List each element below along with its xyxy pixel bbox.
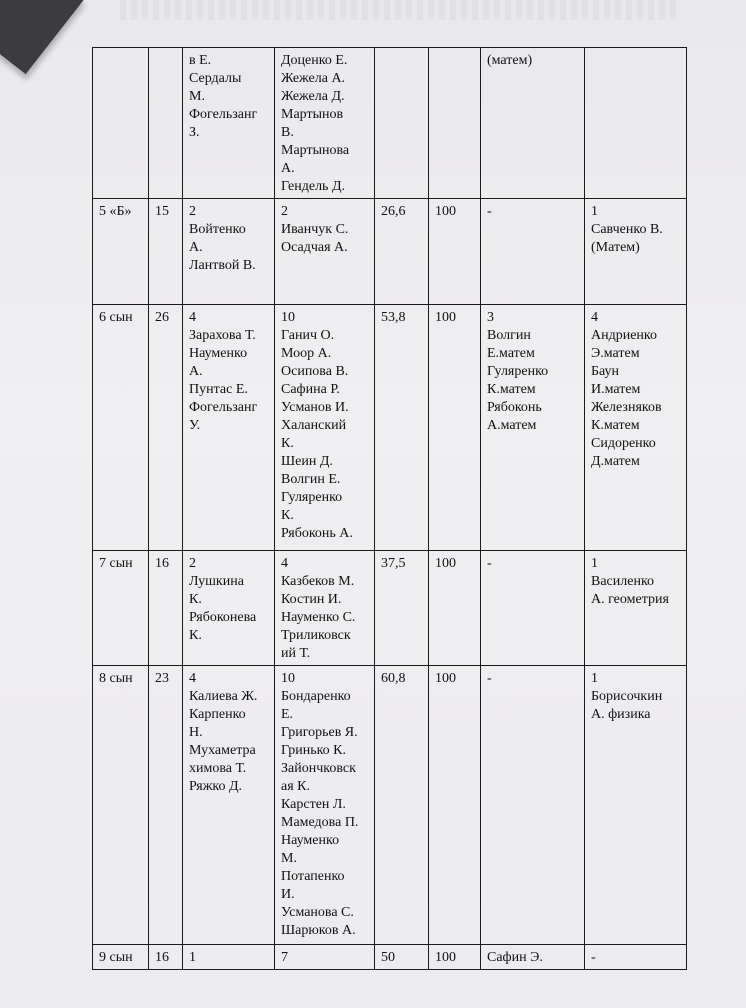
excellent-cell — [183, 305, 275, 551]
cell-line: Жежела Д. — [281, 89, 345, 104]
cell-line: Осадчая А. — [281, 240, 348, 255]
cell-text: 8 сын — [99, 671, 133, 686]
class-cell — [93, 666, 149, 945]
cell-line: М. — [189, 89, 205, 104]
cell-line: 2 — [189, 556, 196, 571]
cell-line: Зайончковск — [281, 761, 356, 776]
cell-line: в Е. — [189, 53, 212, 68]
one-three-cell — [481, 551, 585, 666]
good-cell — [275, 199, 375, 305]
cell-text: 16 — [155, 950, 169, 965]
class-cell — [93, 48, 149, 199]
cell-line: А. геометрия — [591, 592, 669, 607]
cell-line: - — [487, 671, 492, 686]
cell-line: Д.матем — [591, 454, 640, 469]
cell-line: (матем) — [487, 53, 533, 68]
one-four-cell — [585, 945, 687, 970]
table-row — [93, 199, 687, 305]
cell-text: 100 — [435, 671, 456, 686]
total-cell — [149, 305, 183, 551]
cell-line: химова Т. — [189, 761, 247, 776]
cell-line: Волгин Е. — [281, 472, 341, 487]
one-three-cell — [481, 666, 585, 945]
cell-line: У. — [189, 418, 201, 433]
cell-line: Мартынова — [281, 143, 350, 158]
cell-line: Э.матем — [591, 346, 640, 361]
cell-line: Шарюков А. — [281, 923, 356, 938]
cell-text: 26,6 — [381, 204, 406, 219]
cell-line: - — [487, 204, 492, 219]
cell-line: Усманов И. — [281, 400, 349, 415]
cell-line: Мухаметра — [189, 743, 256, 758]
cell-text: 60,8 — [381, 671, 406, 686]
table-row — [93, 48, 687, 199]
cell-line: Костин И. — [281, 592, 342, 607]
quality-cell — [375, 199, 429, 305]
one-four-cell — [585, 48, 687, 199]
cell-line: Пунтас Е. — [189, 382, 248, 397]
table-row — [93, 305, 687, 551]
cell-line: 4 — [189, 310, 196, 325]
cell-line: К. — [189, 628, 202, 643]
cell-line: К.матем — [487, 382, 536, 397]
progress-cell — [429, 48, 481, 199]
class-cell — [93, 945, 149, 970]
cell-line: Осипова В. — [281, 364, 349, 379]
one-four-cell — [585, 551, 687, 666]
cell-line: 1 — [189, 950, 196, 965]
cell-line: Потапенко — [281, 869, 345, 884]
cell-line: Рябоконь — [487, 400, 542, 415]
total-cell — [149, 199, 183, 305]
cell-line: 7 — [281, 950, 288, 965]
cell-line: 4 — [281, 556, 288, 571]
cell-text: 5 «Б» — [99, 204, 132, 219]
cell-text: 23 — [155, 671, 169, 686]
cell-text: 15 — [155, 204, 169, 219]
cell-line: Зарахова Т. — [189, 328, 256, 343]
cell-text: 6 сын — [99, 310, 133, 325]
one-three-cell — [481, 945, 585, 970]
cell-line: 2 — [189, 204, 196, 219]
table-row — [93, 666, 687, 945]
cell-line: Гуляренко — [487, 364, 549, 379]
cell-line: Жежела А. — [281, 71, 346, 86]
cell-line: Моор А. — [281, 346, 332, 361]
cell-line: Е. — [281, 707, 294, 722]
good-cell — [275, 945, 375, 970]
cell-line: Лушкина — [189, 574, 244, 589]
cell-line: Фогельзанг — [189, 400, 258, 415]
cell-line: Войтенко — [189, 222, 246, 237]
cell-line: Н. — [189, 725, 203, 740]
table-row — [93, 551, 687, 666]
cell-text: 100 — [435, 204, 456, 219]
cell-line: 10 — [281, 310, 295, 325]
cell-line: Халанский — [281, 418, 347, 433]
good-cell — [275, 666, 375, 945]
cell-line: Мамедова П. — [281, 815, 359, 830]
total-cell — [149, 666, 183, 945]
cell-line: Науменко — [189, 346, 248, 361]
quality-cell — [375, 945, 429, 970]
total-cell — [149, 48, 183, 199]
cell-line: ая К. — [281, 779, 310, 794]
cell-line: 4 — [591, 310, 598, 325]
bleed-through-text — [120, 0, 680, 20]
cell-line: Гуляренко — [281, 490, 343, 505]
cell-line: Железняков — [591, 400, 662, 415]
cell-line: В. — [281, 125, 294, 140]
cell-line: 1 — [591, 204, 598, 219]
cell-line: Андриенко — [591, 328, 658, 343]
good-cell — [275, 551, 375, 666]
one-three-cell — [481, 305, 585, 551]
progress-cell — [429, 305, 481, 551]
cell-line: М. — [281, 851, 297, 866]
cell-line: (Матем) — [591, 240, 640, 255]
cell-line: Сердалы — [189, 71, 242, 86]
cell-line: ий Т. — [281, 646, 311, 661]
total-cell — [149, 551, 183, 666]
results-table — [92, 47, 687, 970]
cell-line: Гринько К. — [281, 743, 347, 758]
excellent-cell — [183, 945, 275, 970]
cell-line: Науменко С. — [281, 610, 356, 625]
cell-line: - — [487, 556, 492, 571]
cell-line: И.матем — [591, 382, 641, 397]
cell-line: Савченко В. — [591, 222, 663, 237]
cell-line: Борисочкин — [591, 689, 663, 704]
cell-line: Сафин Э. — [487, 950, 543, 965]
progress-cell — [429, 945, 481, 970]
cell-line: Усманова С. — [281, 905, 354, 920]
class-cell — [93, 305, 149, 551]
excellent-cell — [183, 551, 275, 666]
cell-line: Иванчук С. — [281, 222, 349, 237]
cell-line: К. — [189, 592, 202, 607]
cell-line: Доценко Е. — [281, 53, 348, 68]
cell-line: Лантвой В. — [189, 258, 256, 273]
cell-text: 50 — [381, 950, 395, 965]
cell-line: Карстен Л. — [281, 797, 346, 812]
one-four-cell — [585, 305, 687, 551]
excellent-cell — [183, 666, 275, 945]
cell-text: 37,5 — [381, 556, 406, 571]
cell-line: Мартынов — [281, 107, 344, 122]
progress-cell — [429, 551, 481, 666]
cell-line: 4 — [189, 671, 196, 686]
one-four-cell — [585, 666, 687, 945]
one-three-cell — [481, 199, 585, 305]
cell-line: А. физика — [591, 707, 651, 722]
cell-line: Бондаренко — [281, 689, 351, 704]
cell-line: 3 — [487, 310, 494, 325]
cell-line: Калиева Ж. — [189, 689, 258, 704]
class-cell — [93, 551, 149, 666]
one-four-cell — [585, 199, 687, 305]
cell-line: К. — [281, 508, 294, 523]
cell-text: 53,8 — [381, 310, 406, 325]
quality-cell — [375, 48, 429, 199]
class-cell — [93, 199, 149, 305]
table-row — [93, 945, 687, 970]
cell-line: З. — [189, 125, 200, 140]
cell-line: А. — [189, 240, 203, 255]
cell-line: - — [591, 950, 596, 965]
cell-line: Ганич О. — [281, 328, 335, 343]
cell-line: Фогельзанг — [189, 107, 258, 122]
cell-line: Сафина Р. — [281, 382, 340, 397]
total-cell — [149, 945, 183, 970]
progress-cell — [429, 666, 481, 945]
one-three-cell — [481, 48, 585, 199]
cell-line: Триликовск — [281, 628, 351, 643]
cell-line: К. — [281, 436, 294, 451]
cell-line: Баун — [591, 364, 620, 379]
cell-line: 10 — [281, 671, 295, 686]
cell-line: Е.матем — [487, 346, 535, 361]
cell-line: 1 — [591, 671, 598, 686]
cell-line: Гендель Д. — [281, 179, 345, 194]
cell-text: 100 — [435, 556, 456, 571]
cell-line: Ряжко Д. — [189, 779, 243, 794]
cell-line: Рябоконь А. — [281, 526, 353, 541]
cell-line: Волгин — [487, 328, 531, 343]
cell-line: Григорьев Я. — [281, 725, 358, 740]
good-cell — [275, 305, 375, 551]
cell-line: Сидоренко — [591, 436, 656, 451]
cell-line: 2 — [281, 204, 288, 219]
cell-text: 7 сын — [99, 556, 133, 571]
cell-line: Шеин Д. — [281, 454, 333, 469]
cell-line: Василенко — [591, 574, 655, 589]
cell-line: Казбеков М. — [281, 574, 355, 589]
cell-text: 16 — [155, 556, 169, 571]
cell-line: А.матем — [487, 418, 537, 433]
excellent-cell — [183, 48, 275, 199]
cell-text: 100 — [435, 310, 456, 325]
quality-cell — [375, 666, 429, 945]
good-cell — [275, 48, 375, 199]
cell-line: И. — [281, 887, 295, 902]
quality-cell — [375, 551, 429, 666]
cell-line: 1 — [591, 556, 598, 571]
cell-text: 9 сын — [99, 950, 133, 965]
cell-line: К.матем — [591, 418, 640, 433]
cell-line: А. — [281, 161, 295, 176]
quality-cell — [375, 305, 429, 551]
table-body — [93, 48, 687, 970]
page-corner-shadow — [0, 0, 84, 74]
cell-text: 100 — [435, 950, 456, 965]
cell-line: Науменко — [281, 833, 340, 848]
cell-line: А. — [189, 364, 203, 379]
cell-line: Рябоконева — [189, 610, 257, 625]
excellent-cell — [183, 199, 275, 305]
cell-line: Карпенко — [189, 707, 246, 722]
progress-cell — [429, 199, 481, 305]
cell-text: 26 — [155, 310, 169, 325]
